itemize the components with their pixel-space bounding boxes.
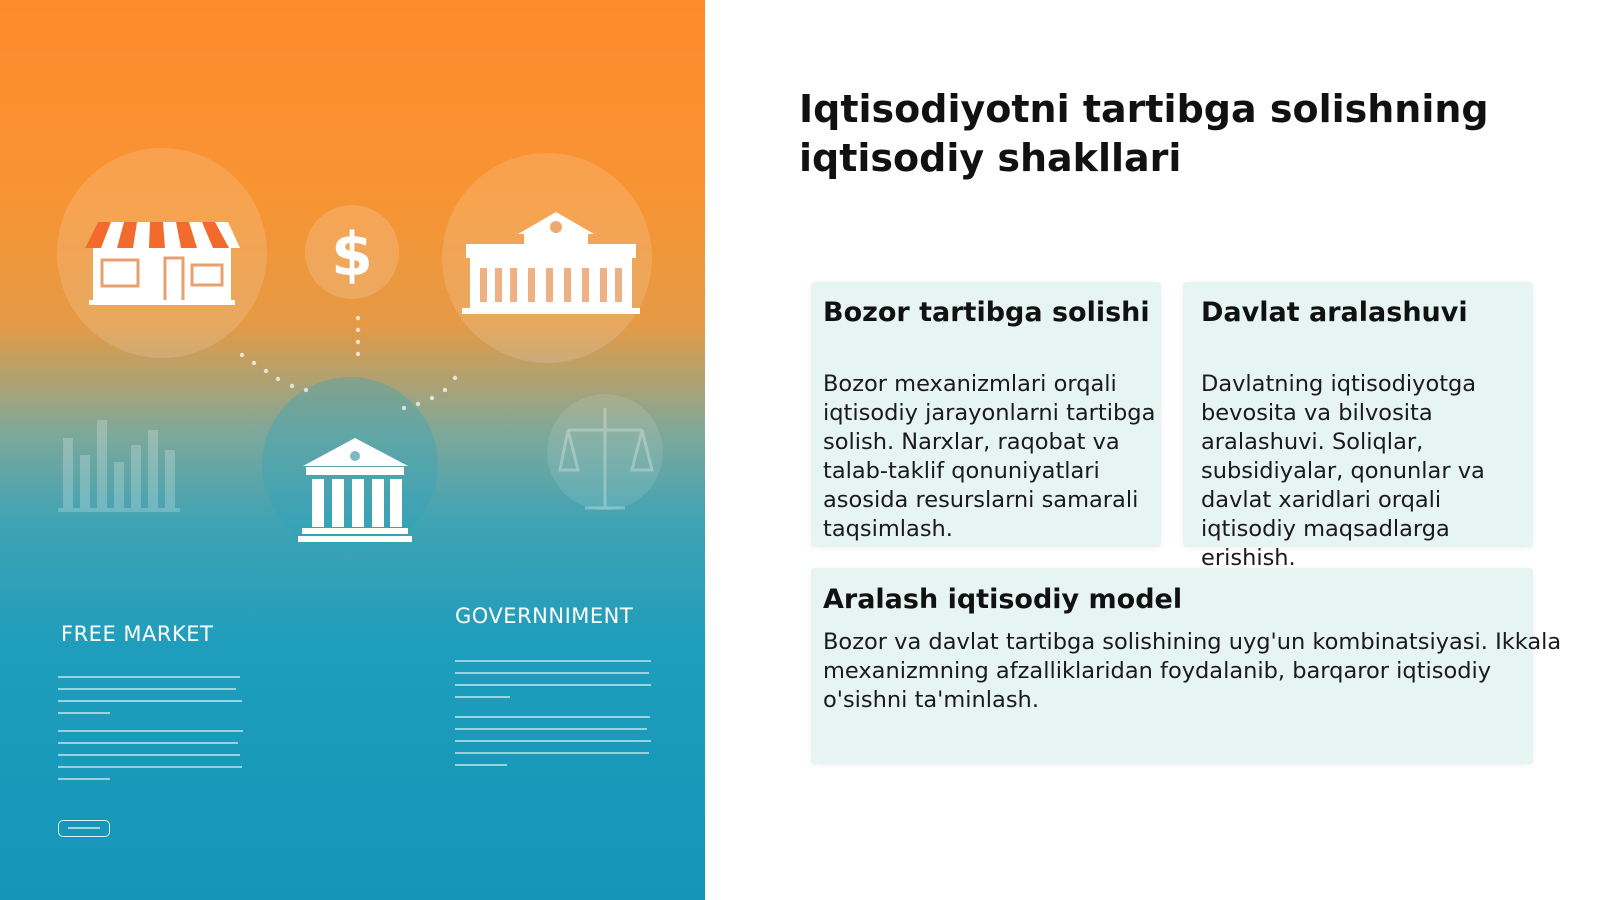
- bar-chart-icon: [58, 420, 180, 512]
- illustration-button: [58, 820, 110, 837]
- mixed-model-title: Aralash iqtisodiy model: [823, 584, 1183, 615]
- market-regulation-title: Bozor tartibga solishi: [823, 297, 1150, 328]
- government-intervention-text: Davlatning iqtisodiyotga bevosita va bilvosita aralashuvi. Soliqlar, subsidiyalar, qonunlar va davlat xaridlari orqali iqtisodiy maqsadlarga erishish.: [1201, 371, 1485, 571]
- free-market-label: FREE MARKET: [61, 622, 214, 646]
- government-intervention-title: Davlat aralashuvi: [1201, 297, 1468, 328]
- illustration-graphic: [0, 0, 705, 900]
- mixed-model-text: Bozor va davlat tartibga solishining uyg'un kombinatsiyasi. Ikkala mexanizmning afzalliklaridan foydalanib, barqaror iqtisodiy o'sishni ta'minlash.: [823, 629, 1562, 713]
- storefront-icon: [85, 222, 240, 305]
- government-filler-text: [455, 660, 651, 766]
- market-regulation-text: Bozor mexanizmlari orqali iqtisodiy jarayonlarni tartibga solish. Narxlar, raqobat va talab-taklif qonuniyatlari asosida resurslarni samarali taqsimlash.: [823, 371, 1156, 542]
- dollar-coin-icon: $: [331, 220, 373, 290]
- economy-illustration: [0, 0, 705, 900]
- government-label: GOVERNNIMENT: [455, 604, 634, 628]
- slide-title: Iqtisodiyotni tartibga solishning iqtisodiy shakllari: [799, 87, 1489, 180]
- free-market-filler-text: [58, 676, 243, 780]
